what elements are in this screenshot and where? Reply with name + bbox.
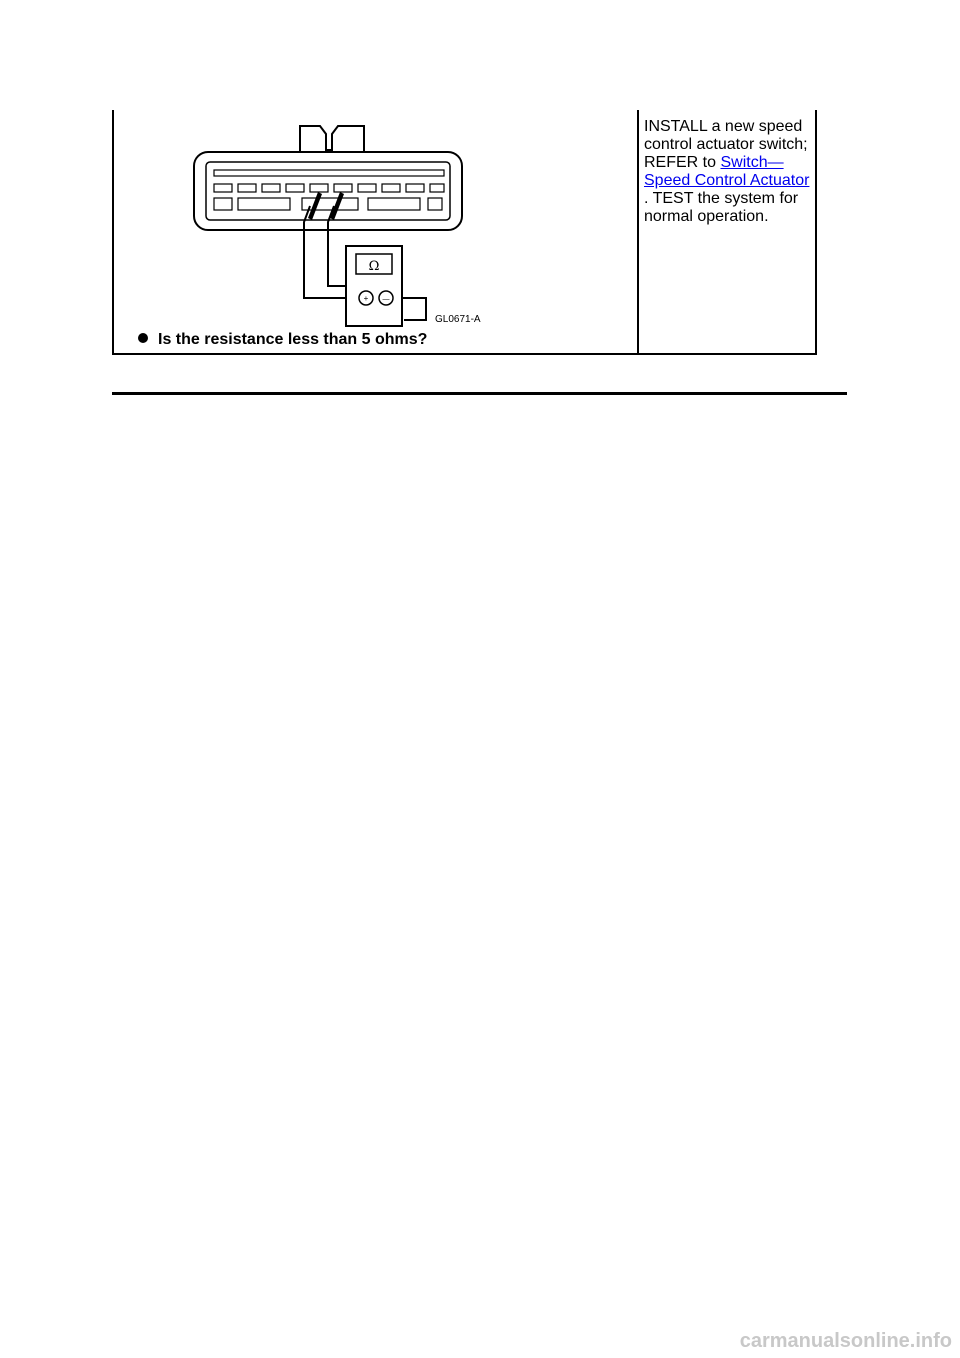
switch-speed-control-actuator-link[interactable]: Switch— Speed Control Actuator (644, 154, 810, 189)
ohm-symbol: Ω (368, 259, 380, 274)
action-cell: INSTALL a new speed control actuator switch; REFER to Switch— Speed Control Actuator . TEST the system for normal operation. (644, 118, 810, 225)
question-text: Is the resistance less than 5 ohms? (138, 331, 427, 349)
figure-label: GL0671-A (435, 314, 481, 325)
connector-multimeter-diagram (190, 122, 510, 332)
watermark: carmanualsonline.info (739, 1330, 952, 1352)
diagnostic-step-table (112, 110, 817, 355)
svg-text:—: — (382, 296, 390, 303)
test-cell (114, 110, 637, 353)
bullet-icon (138, 333, 148, 343)
svg-text:+: + (363, 294, 369, 303)
section-divider (112, 392, 847, 395)
cell-divider (637, 110, 639, 353)
